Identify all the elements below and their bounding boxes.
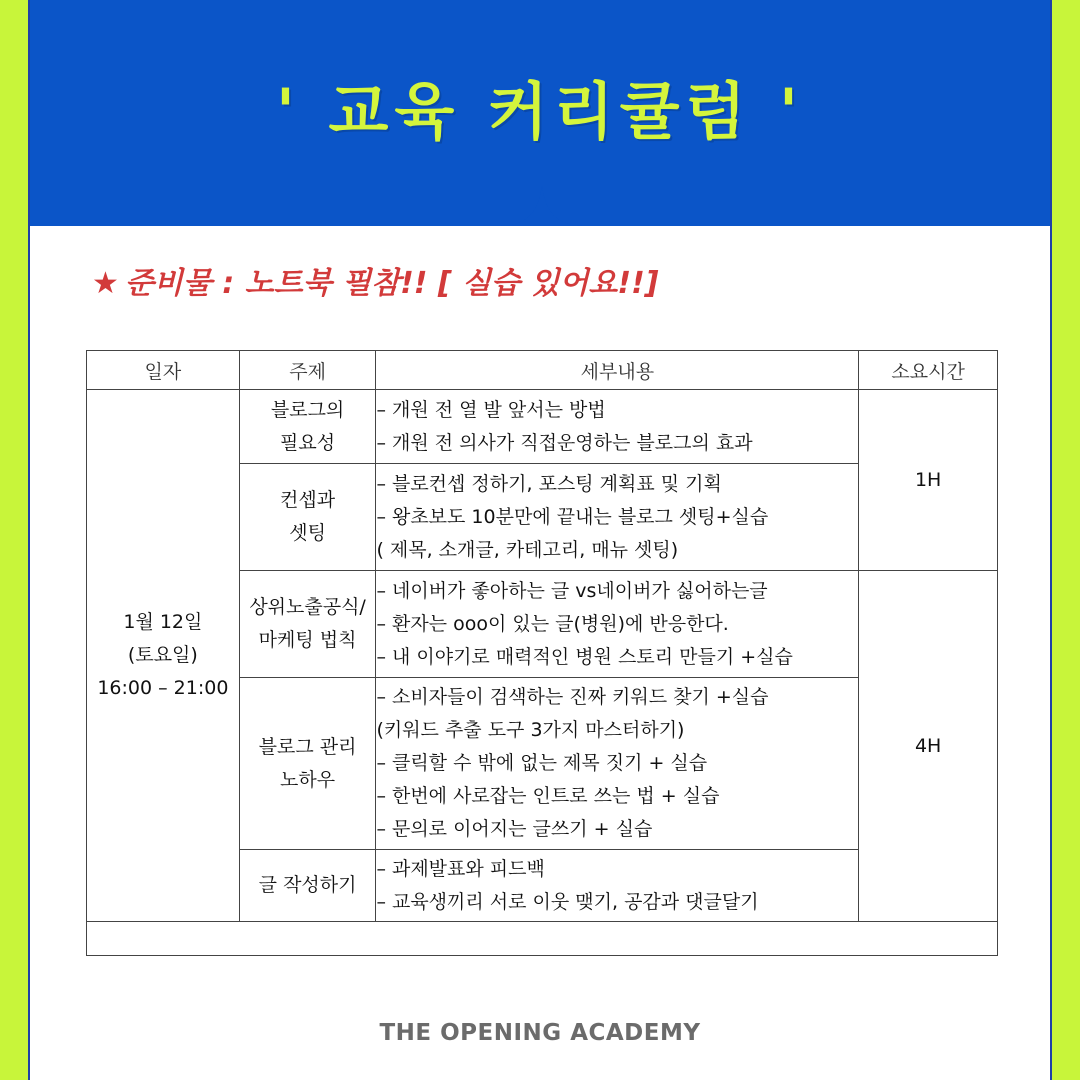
topic-line: 상위노출공식/	[249, 596, 366, 618]
detail-line: – 내 이야기로 매력적인 병원 스토리 만들기 +실습	[376, 645, 793, 668]
header-details: 세부내용	[376, 351, 859, 390]
empty-cell	[87, 922, 998, 956]
duration-cell: 4H	[859, 571, 998, 922]
topic-line: 블로그 관리	[258, 735, 357, 758]
detail-cell	[376, 390, 859, 464]
table-header-row	[87, 351, 998, 390]
date-line: (토요일)	[127, 644, 198, 666]
detail-line: – 왕초보도 10분만에 끝내는 블로그 셋팅+실습	[376, 505, 769, 528]
detail-line: – 개원 전 열 발 앞서는 방법	[376, 398, 606, 421]
topic-cell	[239, 850, 376, 922]
topic-cell	[239, 678, 376, 850]
date-line: 16:00 – 21:00	[97, 677, 229, 699]
detail-line: – 과제발표와 피드백	[376, 857, 545, 880]
preparation-text: 준비물 : 노트북 필참!! [ 실습 있어요!!]	[124, 266, 659, 301]
preparation-notice	[92, 258, 658, 302]
page-title: ' 교육 커리큘럼 '	[275, 75, 805, 148]
star-icon: ★	[92, 266, 119, 301]
detail-cell	[376, 571, 859, 678]
topic-cell	[239, 464, 376, 571]
detail-cell	[376, 850, 859, 922]
detail-line: ( 제목, 소개글, 카테고리, 매뉴 셋팅)	[376, 538, 679, 561]
topic-line: 노하우	[280, 768, 336, 791]
topic-cell	[239, 571, 376, 678]
topic-line: 컨셉과	[280, 489, 336, 511]
detail-line: – 교육생끼리 서로 이웃 맺기, 공감과 댓글달기	[376, 890, 759, 913]
topic-line: 블로그의	[270, 398, 345, 421]
detail-line: – 블로컨셉 정하기, 포스팅 계획표 및 기획	[376, 472, 722, 495]
header-notch	[30, 180, 1050, 240]
date-line: 1월 12일	[123, 611, 203, 633]
header-topic: 주제	[239, 351, 376, 390]
detail-line: – 문의로 이어지는 글쓰기 + 실습	[376, 818, 653, 840]
table-row	[87, 390, 998, 464]
topic-cell	[239, 390, 376, 464]
topic-line: 필요성	[280, 431, 336, 454]
header-duration: 소요시간	[859, 351, 998, 390]
topic-line: 셋팅	[289, 522, 326, 544]
date-cell	[87, 390, 240, 922]
footer-brand: THE OPENING ACADEMY	[379, 1020, 701, 1046]
detail-line: – 한번에 사로잡는 인트로 쓰는 법 + 실습	[376, 785, 720, 807]
detail-cell	[376, 678, 859, 850]
detail-cell	[376, 464, 859, 571]
duration-cell: 1H	[859, 390, 998, 571]
detail-line: – 클릭할 수 밖에 없는 제목 짓기 + 실습	[376, 752, 708, 774]
detail-line: – 개원 전 의사가 직접운영하는 블로그의 효과	[376, 431, 753, 454]
detail-line: – 환자는 ooo이 있는 글(병원)에 반응한다.	[376, 612, 729, 635]
detail-line: – 소비자들이 검색하는 진짜 키워드 찾기 +실습	[376, 686, 769, 708]
curriculum-table	[86, 350, 998, 956]
poster-frame	[28, 0, 1052, 1080]
detail-line: (키워드 추출 도구 3가지 마스터하기)	[376, 719, 685, 741]
detail-line: – 네이버가 좋아하는 글 vs네이버가 싫어하는글	[376, 579, 768, 602]
topic-line: 글 작성하기	[258, 874, 357, 896]
table-empty-row	[87, 922, 998, 956]
topic-line: 마케팅 법칙	[258, 629, 357, 651]
header-date: 일자	[87, 351, 240, 390]
